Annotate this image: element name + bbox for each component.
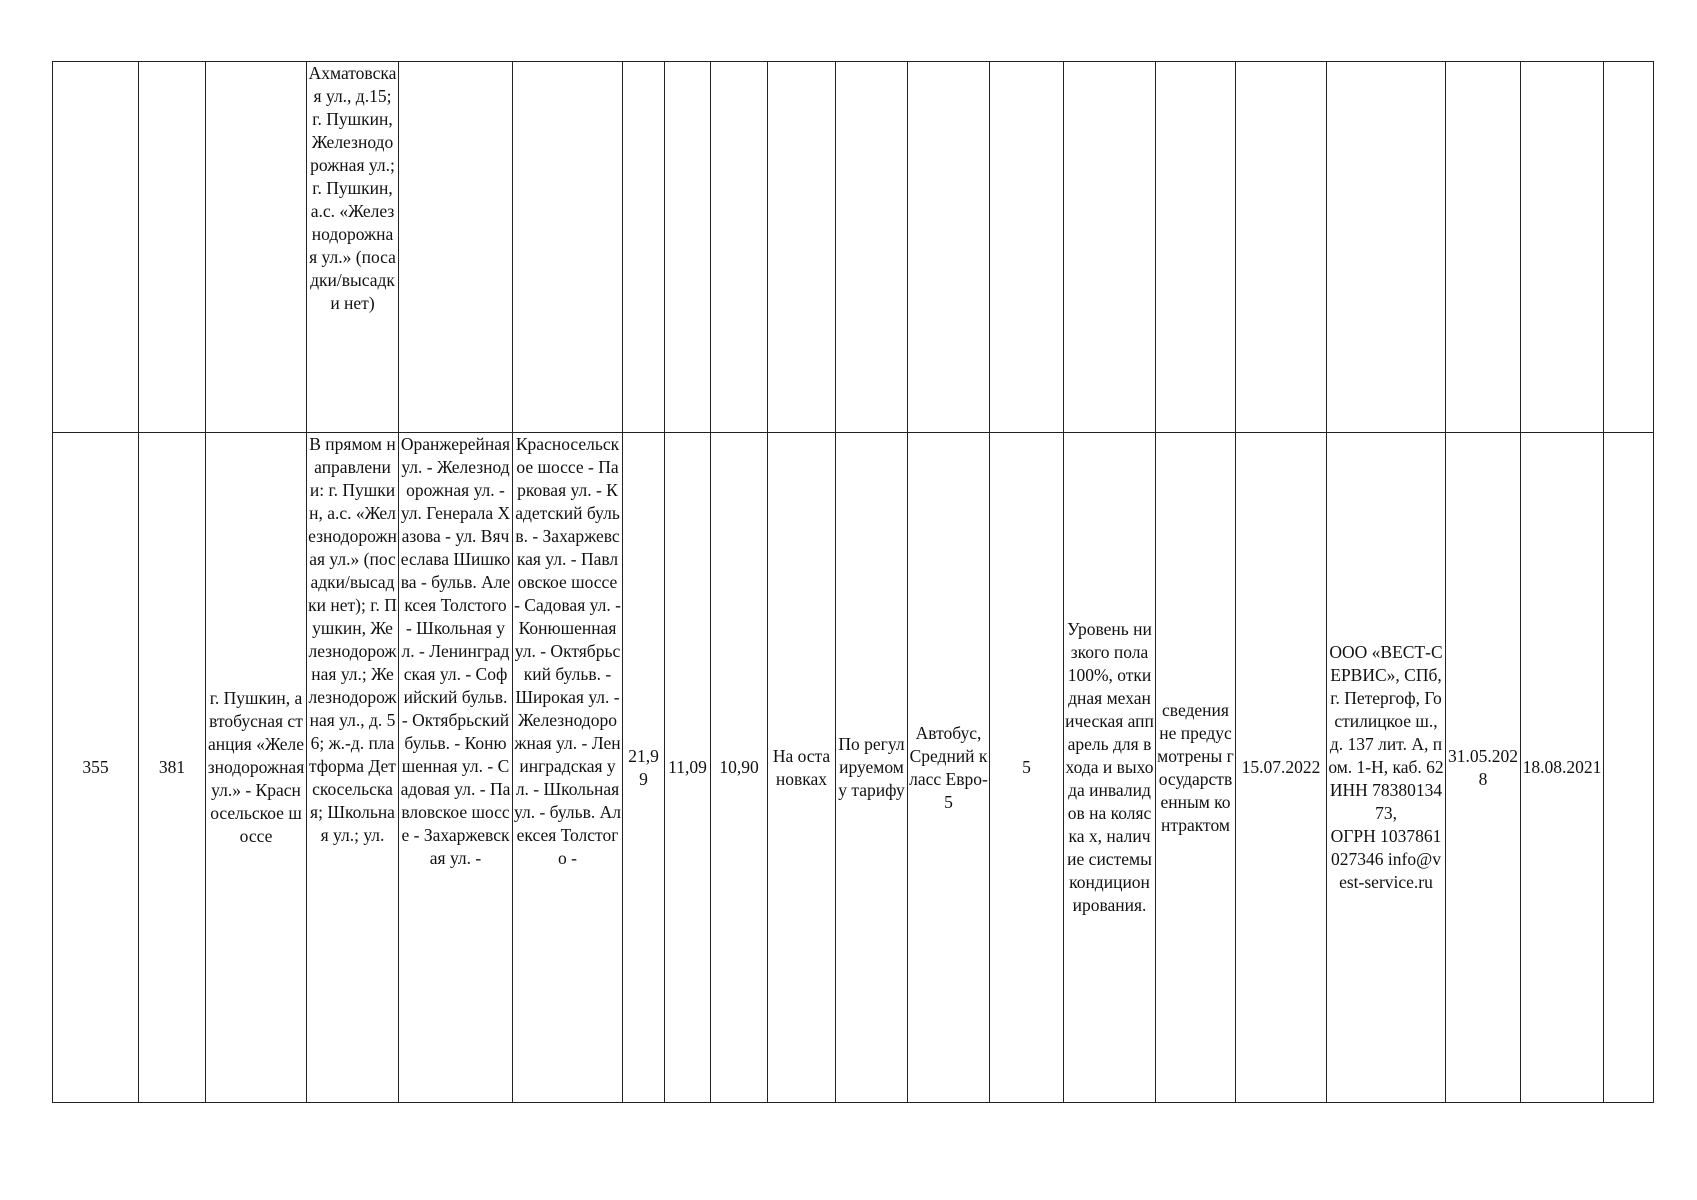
cell-stops-continuation: Ахматовская ул., д.15; г. Пушкин, Железнодорожная ул.; г. Пушкин, а.с. «Железнодорожная ул.» (посадки/высадки нет) <box>307 62 399 433</box>
table-row-previous <box>53 62 1654 433</box>
cell-empty <box>1327 62 1446 433</box>
cell-empty <box>139 62 206 433</box>
cell-row-number: 355 <box>53 433 139 1103</box>
cell-empty <box>1156 62 1236 433</box>
cell-stop-order: На остановках <box>768 433 836 1103</box>
route-registry-table <box>52 61 1654 1103</box>
cell-streets-forward: Оранжерейная ул. - Железнодорожная ул. - ул. Генерала Хазова - ул. Вячеслава Шишкова - бульв. Алексея Толстого - Школьная ул. - Ленинградская ул. - Софийский бульв. - Октябрьский бульв. - Конюшенная ул. - Садовая ул. - Павловское шоссе - Захаржевская ул. - <box>399 433 513 1103</box>
cell-empty <box>623 62 665 433</box>
cell-empty <box>1604 62 1654 433</box>
cell-extra <box>1604 433 1654 1103</box>
cell-contract: сведения не предусмотрены государственным контрактом <box>1156 433 1236 1103</box>
cell-empty <box>1446 62 1521 433</box>
cell-length-backward: 11,09 <box>665 433 711 1103</box>
cell-empty <box>513 62 623 433</box>
cell-empty <box>1064 62 1156 433</box>
cell-empty <box>836 62 908 433</box>
cell-empty <box>1236 62 1327 433</box>
cell-length-forward: 21,99 <box>623 433 665 1103</box>
cell-route-number: 381 <box>139 433 206 1103</box>
cell-route-name: г. Пушкин, автобусная станция «Железнодорожная ул.» - Красносельское шоссе <box>206 433 307 1103</box>
cell-empty <box>665 62 711 433</box>
cell-streets-backward: Красносельское шоссе - Парковая ул. - Кадетский бульв. - Захаржевская ул. - Павловское шоссе - Садовая ул. - Конюшенная ул. - Октябрьский бульв. - Широкая ул. - Железнодорожная ул. - Ленинградская ул. - Школьная ул. - бульв. Алексея Толстого - <box>513 433 623 1103</box>
table-row <box>53 433 1654 1103</box>
cell-empty <box>990 62 1064 433</box>
cell-stops: В прямом направлении: г. Пушкин, а.с. «Железнодорожная ул.» (посадки/высадки нет); г. Пушкин, Железнодорожная ул.; Железнодорожная ул., д. 56; ж.-д. платформа Детскосельская; Школьная ул.; ул. <box>307 433 399 1103</box>
cell-empty <box>711 62 768 433</box>
cell-characteristics: Уровень низкого пола 100%, откидная механическая аппарель для входа и выхода инвалидов на коляска х, наличие системы кондиционирования. <box>1064 433 1156 1103</box>
cell-vehicle: Автобус, Средний класс Евро-5 <box>908 433 990 1103</box>
cell-empty <box>908 62 990 433</box>
cell-empty <box>1521 62 1604 433</box>
cell-end-date: 31.05.2028 <box>1446 433 1521 1103</box>
cell-empty <box>768 62 836 433</box>
cell-empty <box>399 62 513 433</box>
cell-length-total: 10,90 <box>711 433 768 1103</box>
cell-carrier: ООО «ВЕСТ-СЕРВИС», СПб, г. Петергоф, Гостилицкое ш., д. 137 лит. А, пом. 1-Н, каб. 62 ИНН 7838013473, ОГРН 1037861027346 info@vest-service.ru <box>1327 433 1446 1103</box>
cell-vehicle-count: 5 <box>990 433 1064 1103</box>
cell-start-date: 15.07.2022 <box>1236 433 1327 1103</box>
cell-empty <box>206 62 307 433</box>
cell-registration-date: 18.08.2021 <box>1521 433 1604 1103</box>
cell-tariff: По регулируемому тарифу <box>836 433 908 1103</box>
cell-empty <box>53 62 139 433</box>
